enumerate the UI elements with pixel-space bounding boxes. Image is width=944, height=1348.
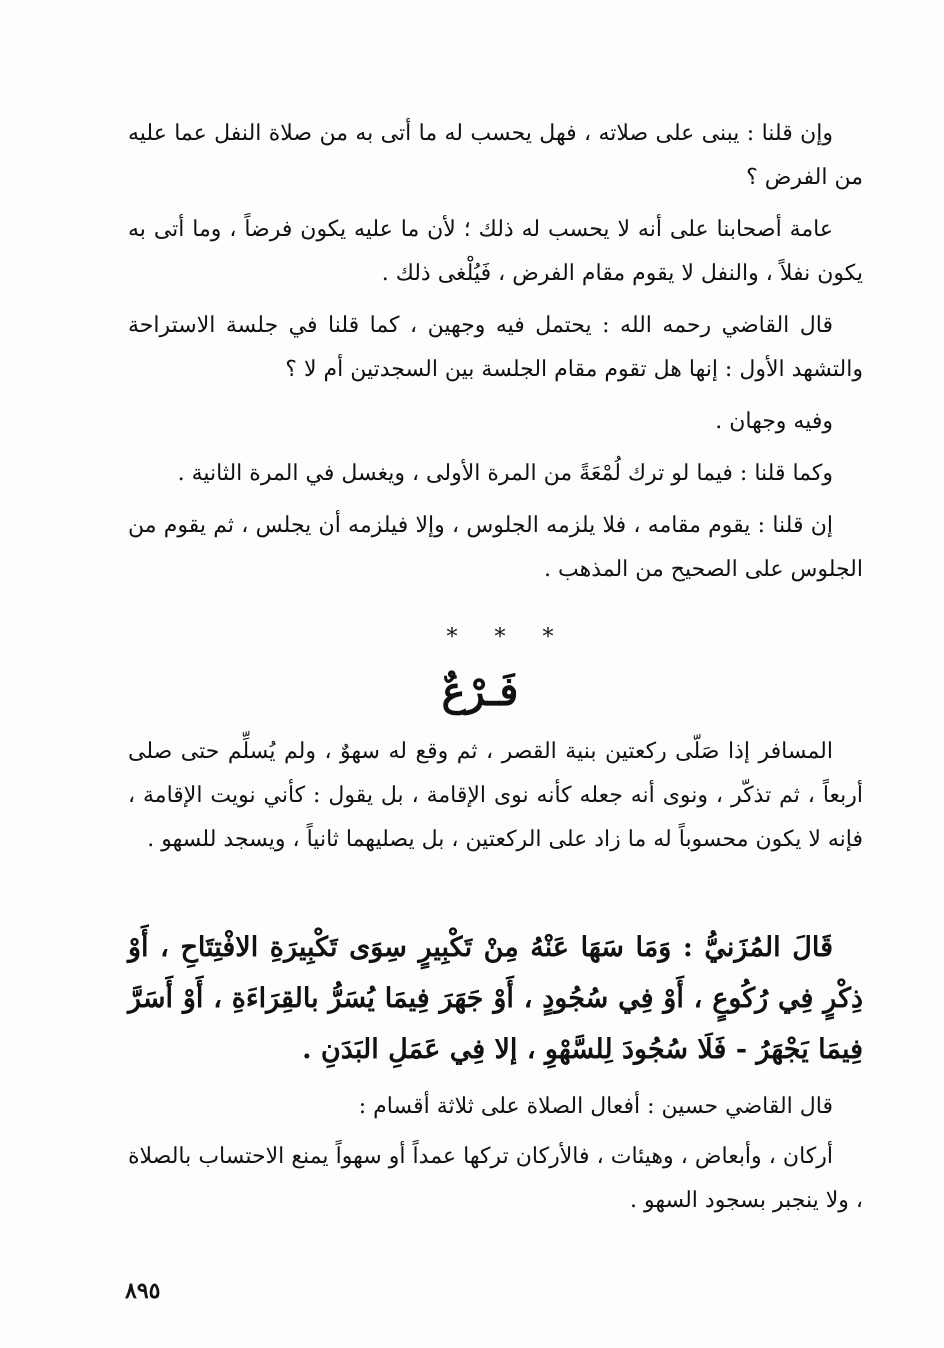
quote-text: قَالَ المُزَنيُّ : وَمَا سَهَا عَنْهُ مِنْ تَكْبِيرٍ سِوَى تَكْبِيرَةِ الافْتِتَاحِ ، أَوْ ذِكْرٍ فِي رُكُوعٍ ، أَوْ فِي سُجُودٍ ، أَوْ جَهَرَ فِيمَا يُسَرُّ بالقِرَاءَةِ ، أَوْ أَسَرَّ فِيمَا يَجْهَرُ - فَلَا سُجُودَ لِلسَّهْوِ ، إلا فِي عَمَلِ البَدَنِ . [128, 932, 863, 1065]
paragraph-arkan: أركان ، وأبعاض ، وهيئات ، فالأركان تركها عمداً أو سهواً يمنع الاحتساب بالصلاة ، ولا ينجبر بسجود السهو . [128, 1144, 863, 1213]
paragraph-6: إن قلنا : يقوم مقامه ، فلا يلزمه الجلوس ، وإلا فيلزمه أن يجلس ، ثم يقوم من الجلوس على الصحيح من المذهب . [128, 513, 863, 582]
text-section-top [128, 112, 863, 592]
paragraph-qadi-husayn: قال القاضي حسين : أفعال الصلاة على ثلاثة أقسام : [358, 1094, 833, 1119]
text-section-far [128, 730, 863, 862]
section-heading: فَـرْعٌ [441, 668, 519, 715]
paragraph-2: عامة أصحابنا على أنه لا يحسب له ذلك ؛ لأن ما عليه يكون فرضاً ، وما أتى به يكون نفلاً ، والنفل لا يقوم مقام الفرض ، فَيُلْغى ذلك . [128, 217, 863, 286]
page-number: ٨٩٥ [125, 1278, 161, 1304]
muzani-quote [128, 922, 863, 1075]
paragraph-1: وإن قلنا : يبنى على صلاته ، فهل يحسب له ما أتى به من صلاة النفل عما عليه من الفرض ؟ [128, 121, 863, 190]
paragraph-5: وكما قلنا : فيما لو ترك لُمْعَةً من المرة الأولى ، ويغسل في المرة الثانية . [177, 461, 833, 486]
section-separator: * * * [446, 625, 554, 650]
paragraph-3: قال القاضي رحمه الله : يحتمل فيه وجهين ، كما قلنا في جلسة الاستراحة والتشهد الأول : إنها هل تقوم مقام الجلسة بين السجدتين أم لا ؟ [128, 313, 863, 382]
paragraph-4: وفيه وجهان . [715, 409, 833, 434]
paragraph-far: المسافر إذا صَلّى ركعتين بنية القصر ، ثم وقع له سهوٌ ، ولم يُسلِّم حتى صلى أربعاً ، ثم تذكّر ، ونوى أنه جعله كأنه نوى الإقامة ، بل يقول : كأني نويت الإقامة ، فإنه لا يكون محسوباً له ما زاد على الركعتين ، بل يصليهما ثانياً ، ويسجد للسهو . [128, 739, 863, 852]
text-section-bottom [128, 1085, 863, 1223]
